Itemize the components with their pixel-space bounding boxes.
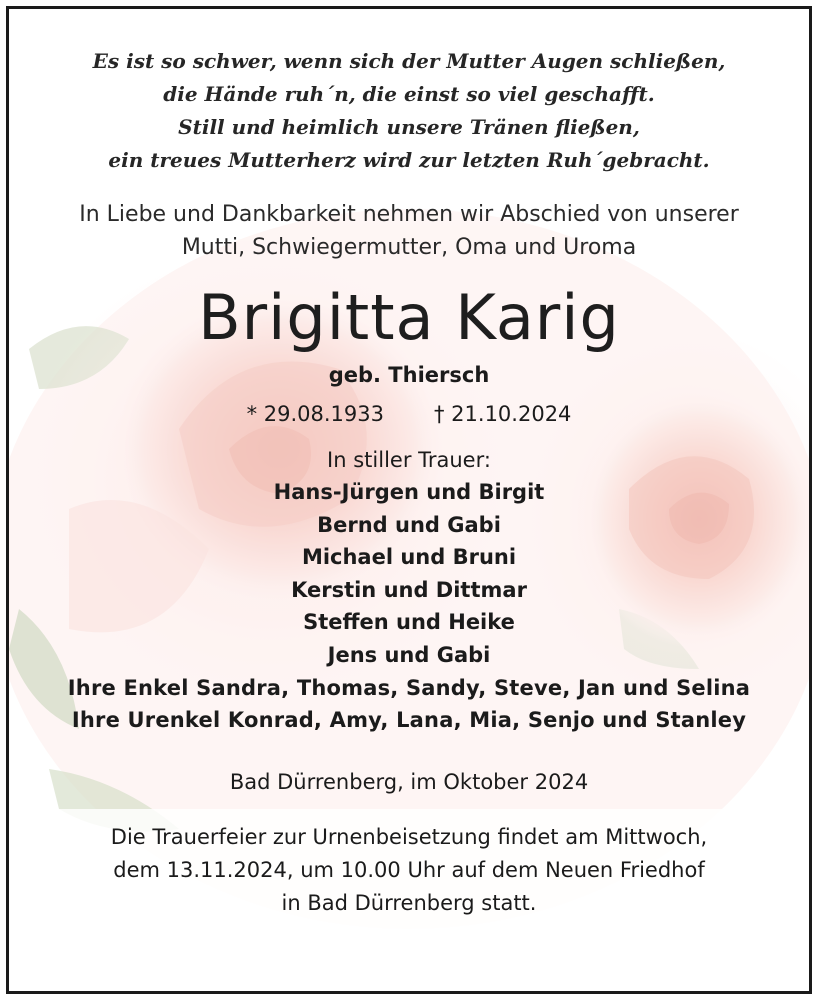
mourning-label: In stiller Trauer: — [327, 448, 491, 472]
mourner-entry: Steffen und Heike — [303, 610, 515, 635]
poem-line: ein treues Mutterherz wird zur letzten Ruh´gebracht. — [108, 148, 710, 172]
mourner-entry: Hans-Jürgen und Birgit — [273, 480, 545, 504]
grandchildren-entry: Ihre Enkel Sandra, Thomas, Sandy, Steve, Jan und Selina — [67, 675, 751, 700]
intro-line: In Liebe und Dankbarkeit nehmen wir Abschied von unserer — [79, 202, 739, 227]
notice-line: Die Trauerfeier zur Urnenbeisetzung findet am Mittwoch, — [110, 824, 708, 849]
mourner-entry: Bernd und Gabi — [317, 512, 501, 537]
intro-line: Mutti, Schwiegermutter, Oma und Uroma — [181, 235, 637, 260]
birth-date: * 29.08.1933 — [246, 402, 384, 426]
mourner-entry: Jens und Gabi — [327, 642, 491, 667]
place-and-date: Bad Dürrenberg, im Oktober 2024 — [229, 769, 589, 794]
mourner-entry: Michael und Bruni — [301, 545, 517, 570]
maiden-name: geb. Thiersch — [328, 363, 490, 387]
death-date: † 21.10.2024 — [434, 402, 572, 426]
funeral-notice — [9, 821, 809, 920]
obituary-card — [6, 6, 812, 994]
intro-text — [9, 198, 809, 264]
poem-line: Still und heimlich unsere Tränen fließen, — [178, 115, 640, 139]
mourners-list — [9, 476, 809, 737]
notice-line: dem 13.11.2024, um 10.00 Uhr auf dem Neuen Friedhof — [113, 857, 705, 882]
mourner-entry: Kerstin und Dittmar — [291, 577, 527, 602]
obituary-content — [9, 9, 809, 991]
poem-line: Es ist so schwer, wenn sich der Mutter Augen schließen, — [92, 49, 726, 73]
poem — [9, 45, 809, 177]
great-grandchildren-entry: Ihre Urenkel Konrad, Amy, Lana, Mia, Senjo und Stanley — [71, 708, 747, 733]
poem-line: die Hände ruh´n, die einst so viel geschafft. — [163, 82, 655, 106]
life-dates — [9, 398, 809, 430]
deceased-name: Brigitta Karig — [198, 281, 620, 354]
notice-line: in Bad Dürrenberg statt. — [281, 890, 537, 915]
